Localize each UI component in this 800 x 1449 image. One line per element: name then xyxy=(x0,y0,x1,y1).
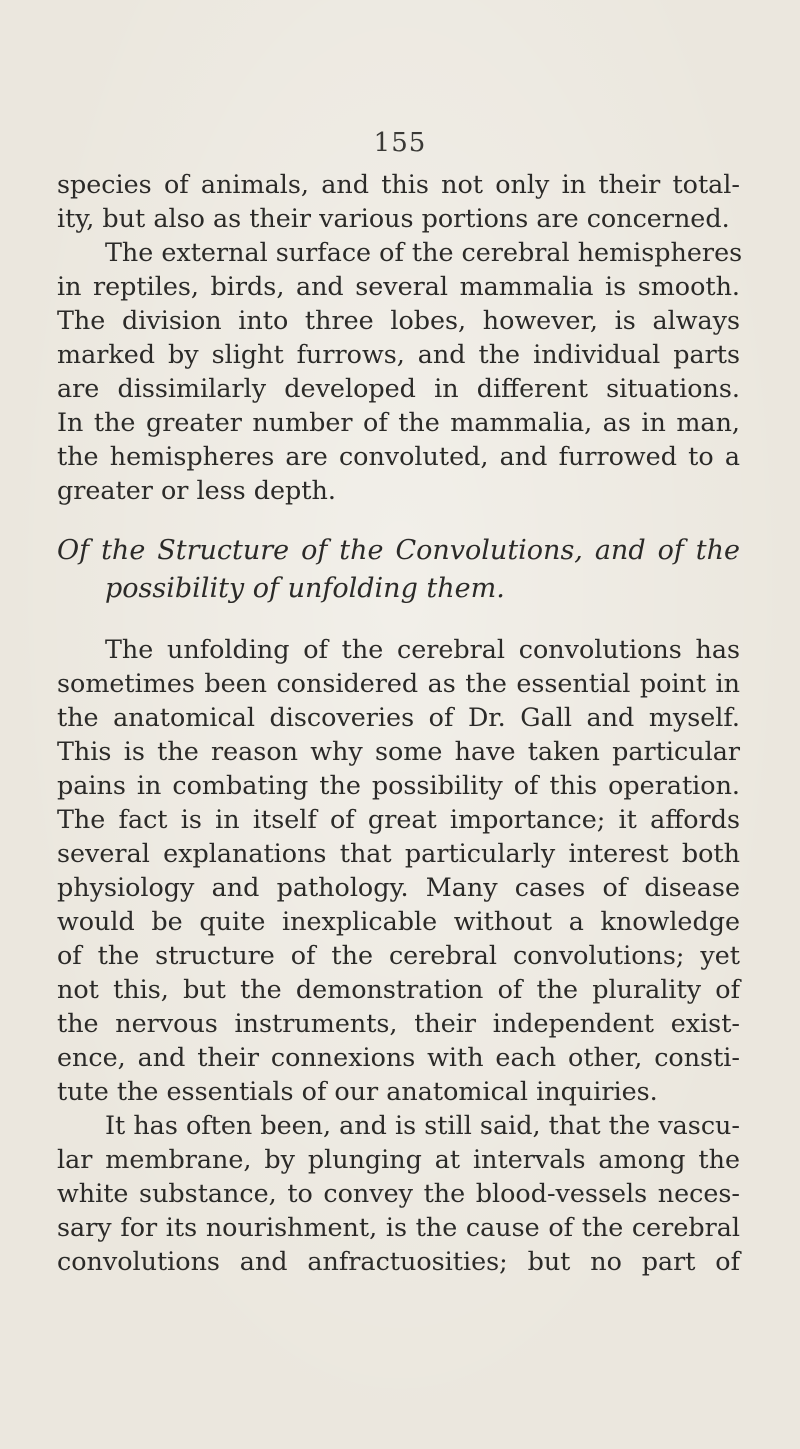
text-line: lar membrane, by plunging at intervals among the xyxy=(57,1144,740,1174)
heading-line: possibility of unfolding them. xyxy=(105,573,505,604)
text-line: the hemispheres are convoluted, and furrowed to a xyxy=(57,441,740,471)
text-line: physiology and pathology. Many cases of disease xyxy=(57,872,740,902)
text-line: In the greater number of the mammalia, as in man, xyxy=(57,407,740,437)
text-line: The external surface of the cerebral hemispheres xyxy=(105,237,743,267)
text-line: the anatomical discoveries of Dr. Gall and myself. xyxy=(57,702,740,732)
paragraph-hemispheres xyxy=(57,235,743,507)
text-line: pains in combating the possibility of this operation. xyxy=(57,770,740,800)
text-line: marked by slight furrows, and the individual parts xyxy=(57,339,740,369)
text-line: several explanations that particularly interest both xyxy=(57,838,740,868)
text-line: of the structure of the cerebral convolutions; yet xyxy=(57,940,740,970)
text-line: are dissimilarly developed in different situations. xyxy=(57,373,740,403)
paragraph-vascular-membrane xyxy=(57,1108,740,1278)
text-line: The division into three lobes, however, is always xyxy=(57,305,740,335)
text-line: It has often been, and is still said, that the vascu- xyxy=(105,1110,740,1140)
text-line: The fact is in itself of great importance; it affords xyxy=(57,804,740,834)
text-line: tute the essentials of our anatomical inquiries. xyxy=(57,1076,658,1106)
page-number: 155 xyxy=(373,128,427,158)
section-heading xyxy=(57,532,740,608)
text-line: species of animals, and this not only in their total- xyxy=(57,169,740,199)
text-line: sary for its nourishment, is the cause of the cerebral xyxy=(57,1212,740,1242)
text-line: would be quite inexplicable without a knowledge xyxy=(57,906,740,936)
text-line: The unfolding of the cerebral convolutions has xyxy=(105,634,740,664)
paragraph-continuation xyxy=(57,167,740,235)
text-line: convolutions and anfractuosities; but no part of xyxy=(57,1246,740,1276)
text-line: white substance, to convey the blood-vessels neces- xyxy=(57,1178,740,1208)
text-line: the nervous instruments, their independent exist- xyxy=(57,1008,740,1038)
paragraph-unfolding xyxy=(57,632,740,1108)
text-line: ity, but also as their various portions are concerned. xyxy=(57,203,730,233)
text-line: greater or less depth. xyxy=(57,475,336,505)
text-line: in reptiles, birds, and several mammalia is smooth. xyxy=(57,271,740,301)
text-line: sometimes been considered as the essential point in xyxy=(57,668,740,698)
heading-line: Of the Structure of the Convolutions, and of the xyxy=(57,535,740,566)
text-line: This is the reason why some have taken particular xyxy=(57,736,740,766)
text-line: ence, and their connexions with each other, consti- xyxy=(57,1042,740,1072)
text-line: not this, but the demonstration of the plurality of xyxy=(57,974,740,1004)
